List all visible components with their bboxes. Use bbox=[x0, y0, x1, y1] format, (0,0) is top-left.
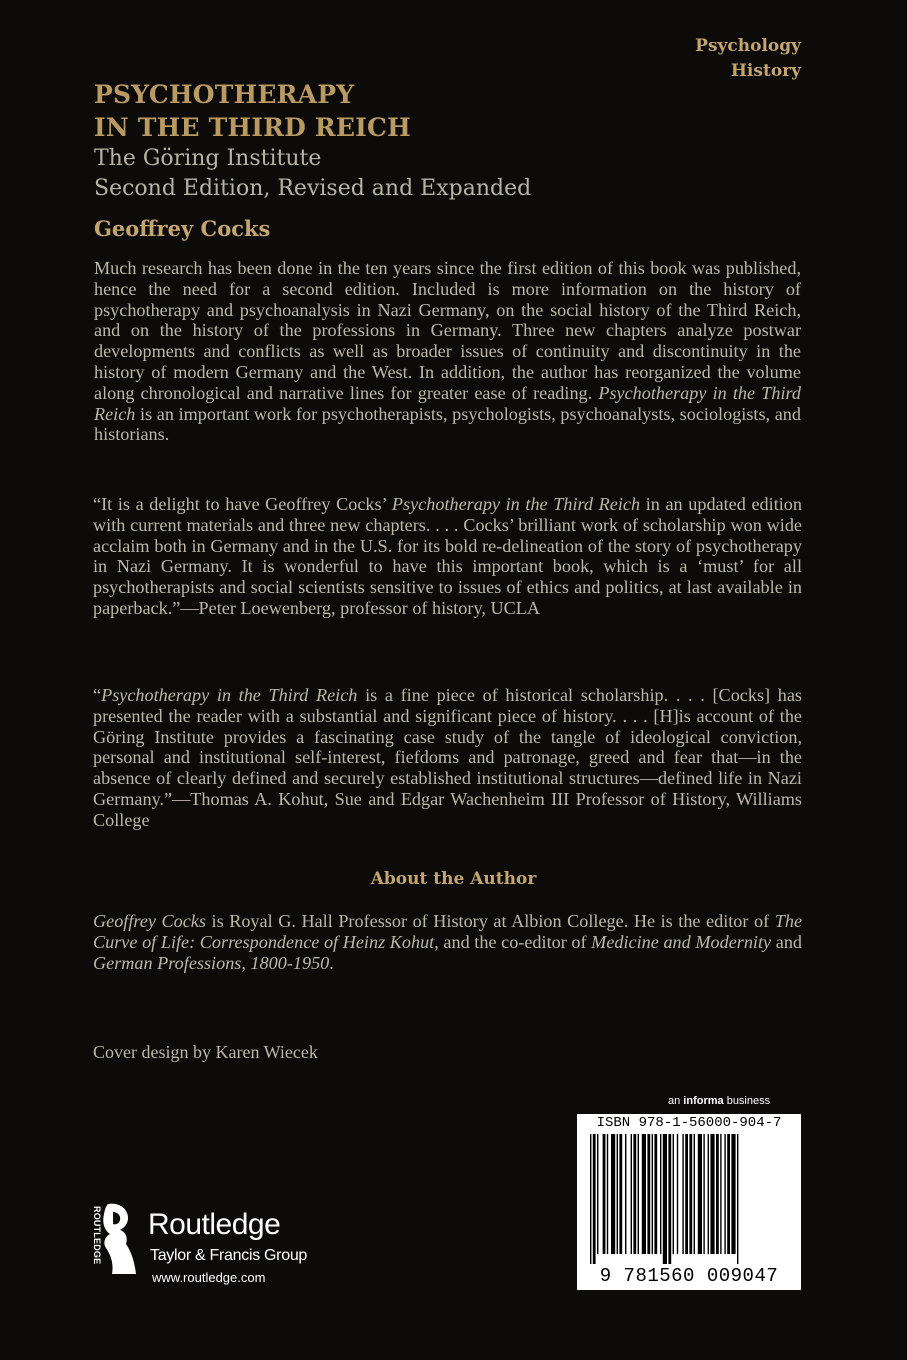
publisher-url: www.routledge.com bbox=[152, 1270, 266, 1285]
barcode-icon bbox=[590, 1134, 796, 1264]
publisher-group: Taylor & Francis Group bbox=[150, 1247, 308, 1264]
book-subtitle bbox=[94, 144, 531, 204]
routledge-vertical-label: ROUTLEDGE bbox=[92, 1206, 102, 1265]
blurb-paragraph: Much research has been done in the ten years since the first edition of this book was published, hence the need for a second edition. Included is more information on the history of psychotherapy and psychoanalysis in Nazi Germany, on the social history of the Third Reich, and on the history of the professions in Germany. Three new chapters analyze postwar developments and conflicts as well as broader issues of continuity and discontinuity in the history of modern Germany and the West. In addition, the author has reorganized the volume along chronological and narrative lines for greater ease of reading. Psychotherapy in the Third Reich is an important work for psychotherapists, psychologists, psychoanalysts, sociologists, and historians. bbox=[94, 258, 801, 445]
review-quote-loewenberg: “It is a delight to have Geoffrey Cocks’ Psychotherapy in the Third Reich in an updated edition with current materials and three new chapters. . . . Cocks’ brilliant work of scholarship won wide acclaim both in Germany and in the U.S. for its bold re-delineation of the story of psychotherapy in Nazi Germany. It is wonderful to have this important book, which is a ‘must’ for all psychotherapists and social scientists sensitive to issues of ethics and politics, at last available in paperback.”—Peter Loewenberg, professor of history, UCLA bbox=[93, 494, 802, 618]
about-author-heading: About the Author bbox=[370, 869, 537, 889]
barcode-digits: 9 781560 009047 bbox=[599, 1265, 779, 1287]
category-history: History bbox=[730, 61, 801, 81]
book-title bbox=[94, 78, 411, 144]
title-line-2: IN THE THIRD REICH bbox=[94, 113, 411, 142]
routledge-name: Routledge bbox=[148, 1208, 281, 1241]
informa-tagline: an informa business bbox=[668, 1095, 771, 1107]
isbn-label: ISBN 978-1-56000-904-7 bbox=[596, 1115, 782, 1131]
review-quote-kohut: “Psychotherapy in the Third Reich is a fine piece of historical scholarship. . . . [Cocks] has presented the reader with a substantial and significant piece of history. . . . [H]is account of the Göring Institute provides a fascinating case study of the tangle of ideological conviction, personal and institutional self-interest, fiefdoms and patronage, greed and fear that—in the absence of clearly defined and securely established institutional structures—defined life in Nazi Germany.”—Thomas A. Kohut, Sue and Edgar Wachenheim III Professor of History, Williams College bbox=[93, 685, 803, 830]
category-label bbox=[695, 34, 801, 84]
subtitle-line-2: Second Edition, Revised and Expanded bbox=[94, 176, 532, 201]
cover-design-credit: Cover design by Karen Wiecek bbox=[93, 1042, 318, 1062]
routledge-logo-icon bbox=[88, 1200, 140, 1278]
about-author-paragraph: Geoffrey Cocks is Royal G. Hall Professor of History at Albion College. He is the editor of The Curve of Life: Correspondence of Heinz Kohut, and the co-editor of Medicine and Modernity and German Professions, 1800-1950. bbox=[93, 911, 803, 973]
subtitle-line-1: The Göring Institute bbox=[94, 146, 322, 171]
book-author: Geoffrey Cocks bbox=[94, 216, 271, 241]
category-psychology: Psychology bbox=[695, 36, 801, 56]
title-line-1: PSYCHOTHERAPY bbox=[94, 80, 355, 109]
